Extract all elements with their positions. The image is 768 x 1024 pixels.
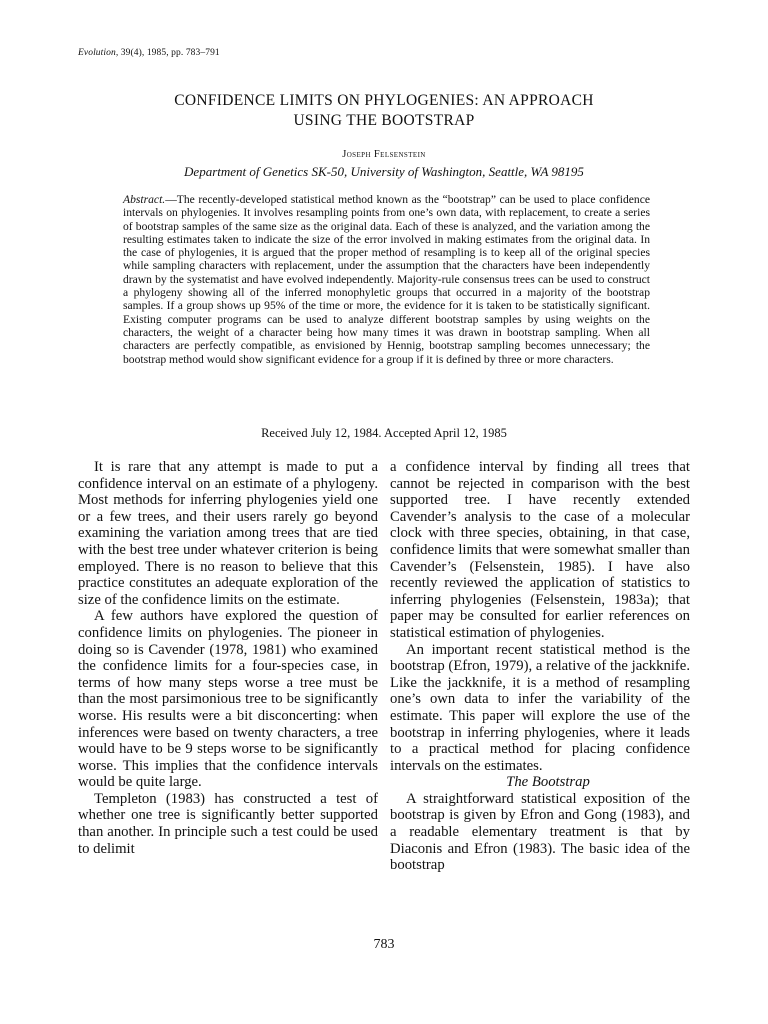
page-number: 783 [373, 937, 395, 952]
section-heading: The Bootstrap [506, 774, 590, 791]
received-accepted-dates: Received July 12, 1984. Accepted April 12, 1985 [261, 426, 507, 440]
title-line-1: CONFIDENCE LIMITS ON PHYLOGENIES: AN APPROACH [174, 92, 594, 109]
paragraph: A few authors have explored the question of confidence limits on phylogenies. The pioneer in doing so is Cavender (1978, 1981) who examined the confidence limits for a four-species case, in terms of how many steps worse a tree must be than the most parsimonious tree to be significantly worse. His results were a bit disconcerting: when inferences were based on twenty characters, a tree would have to be 9 steps worse to be significantly worse. This implies that the confidence intervals would be quite large. [78, 608, 378, 791]
body-column-right [390, 459, 690, 874]
body-column-left [78, 459, 378, 857]
paragraph: a confidence interval by finding all trees that cannot be rejected in comparison with the best supported tree. I have recently extended Cavender’s analysis to the case of a molecular clock with three species, obtaining, in that case, confidence limits that were somewhat smaller than Cavender’s (Felsenstein, 1985). I have also recently reviewed the application of statistics to inferring phylogenies (Felsenstein, 1983a); that paper may be consulted for earlier references on statistical estimation of phylogenies. [390, 459, 690, 641]
paragraph: An important recent statistical method is the bootstrap (Efron, 1979), a relative of the jackknife. Like the jackknife, it is a method of resampling one’s own data to infer the variability of the estimate. This paper will explore the use of the bootstrap in inferring phylogenies, where it leads to a practical method for placing confidence intervals on the estimates. [390, 641, 690, 774]
journal-citation [78, 48, 220, 58]
author-affiliation: Department of Genetics SK-50, University of Washington, Seattle, WA 98195 [184, 164, 584, 179]
paragraph: It is rare that any attempt is made to put a confidence interval on an estimate of a phylogeny. Most methods for inferring phylogenies yield one or a few trees, and their users rarely go beyond examining the variation among trees that are tied with the best tree under whatever criterion is being employed. There is no reason to believe that this practice constitutes an adequate exploration of the size of the confidence limits on the estimate. [78, 459, 378, 608]
paragraph: A straightforward statistical exposition of the bootstrap is given by Efron and Gong (1983), and a readable elementary treatment is that by Diaconis and Efron (1983). The basic idea of the bootstrap [390, 790, 690, 874]
citation-details: 39(4), 1985, pp. 783–791 [118, 48, 220, 58]
author-name: Joseph Felsenstein [342, 149, 426, 160]
journal-name: Evolution, [78, 48, 119, 58]
paragraph: Templeton (1983) has constructed a test of whether one tree is significantly better supported than another. In principle such a test could be used to delimit [78, 790, 378, 857]
title-line-2: USING THE BOOTSTRAP [293, 112, 475, 129]
abstract-lead: Abstract. [123, 193, 166, 206]
abstract-text: —The recently-developed statistical method known as the “bootstrap” can be used to place confidence intervals on phylogenies. It involves resampling points from one’s own data, with replacement, to create a series of bootstrap samples of the same size as the original data. Each of these is analyzed, and the variation among the resulting estimates taken to indicate the size of the error involved in making estimates from the original data. In the case of phylogenies, it is argued that the proper method of resampling is to keep all of the original species while sampling characters with replacement, under the assumption that the characters have been independently drawn by the systematist and have evolved independently. Majority-rule consensus trees can be used to construct a phylogeny showing all of the inferred monophyletic groups that occurred in a majority of the bootstrap samples. If a group shows up 95% of the time or more, the evidence for it is taken to be statistically significant. Existing computer programs can be used to analyze different bootstrap samples by using weights on the characters, the weight of a character being how many times it was drawn in bootstrap sampling. When all characters are perfectly compatible, as envisioned by Hennig, bootstrap sampling becomes unnecessary; the bootstrap method would show significant evidence for a group if it is defined by three or more characters. [123, 193, 650, 366]
article-title [100, 91, 668, 131]
abstract [123, 193, 650, 366]
